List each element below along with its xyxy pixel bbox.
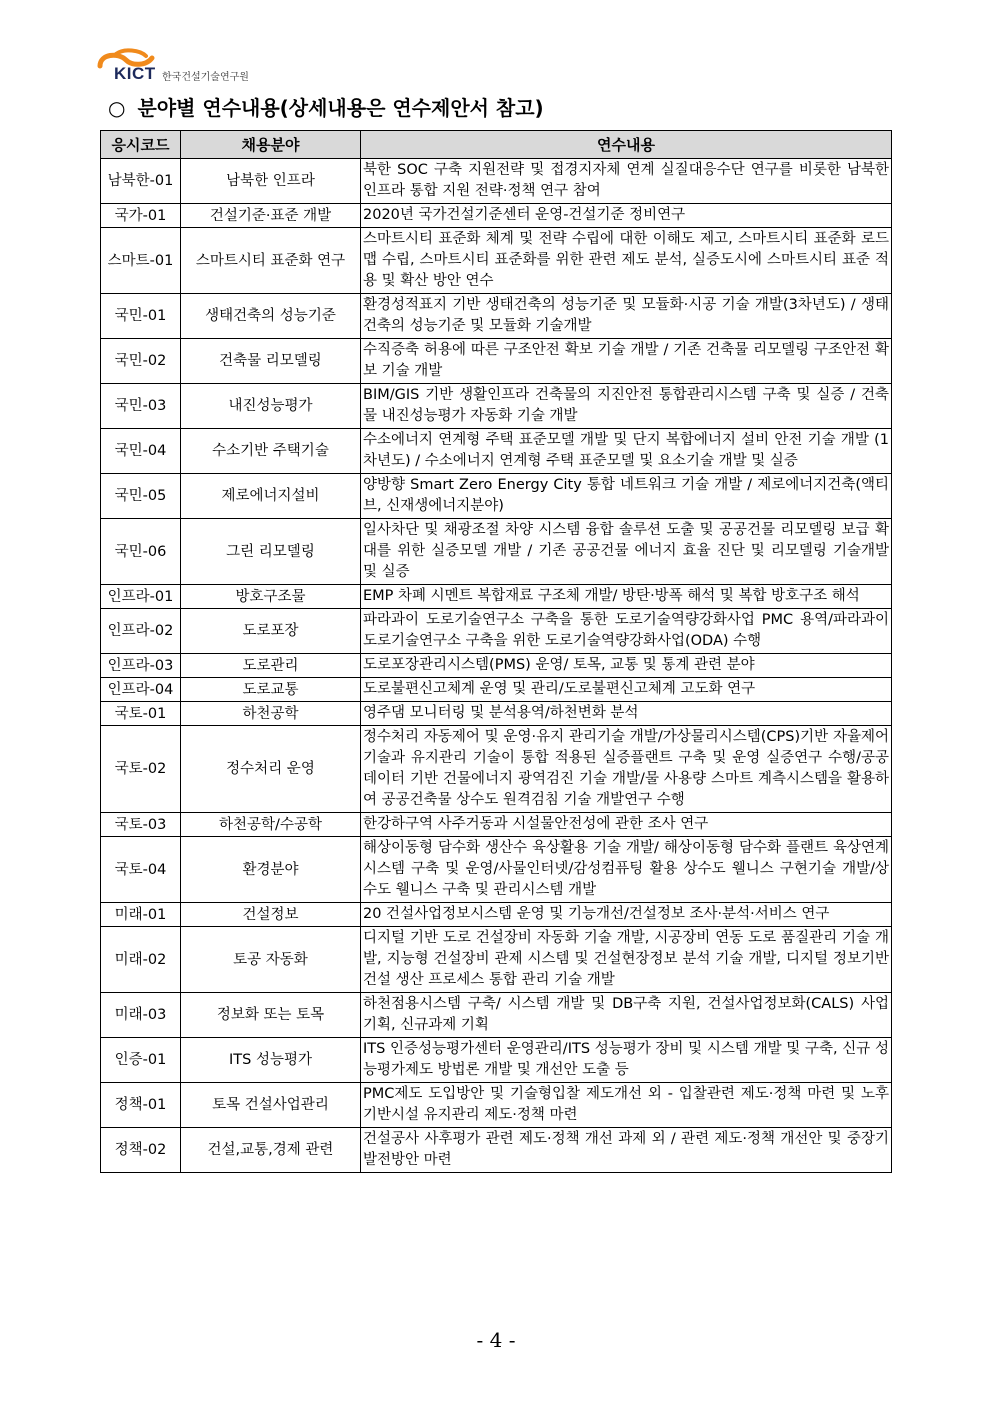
row-field: 내진성능평가 <box>181 384 361 429</box>
section-heading <box>108 92 544 121</box>
row-content: 20 건설사업정보시스템 운영 및 기능개선/건설정보 조사·분석·서비스 연구 <box>361 903 892 927</box>
row-code: 국민-02 <box>101 339 181 384</box>
row-field: 토공 자동화 <box>181 927 361 993</box>
row-field: 건축물 리모델링 <box>181 339 361 384</box>
logo-brand: KICT <box>114 64 156 83</box>
row-field: 건설정보 <box>181 903 361 927</box>
table-row <box>101 702 892 726</box>
row-field: 방호구조물 <box>181 585 361 609</box>
table-row <box>101 903 892 927</box>
table-row <box>101 519 892 585</box>
row-code: 정책-02 <box>101 1128 181 1173</box>
row-content: 양방향 Smart Zero Energy City 통합 네트워크 기술 개발 / 제로에너지건축(액티브, 신재생에너지분야) <box>361 474 892 519</box>
row-code: 미래-01 <box>101 903 181 927</box>
row-content: 일사차단 및 채광조절 차양 시스템 융합 솔루션 도출 및 공공건물 리모델링 보급 확대를 위한 실증모델 개발 / 기존 공공건물 에너지 효율 진단 및 리모델링 기술개발 및 실증 <box>361 519 892 585</box>
table-row <box>101 726 892 813</box>
page-number: - 4 - <box>476 1328 516 1352</box>
training-table <box>100 130 892 1173</box>
row-field: 하천공학/수공학 <box>181 813 361 837</box>
table-row <box>101 609 892 654</box>
table-row <box>101 474 892 519</box>
table-row <box>101 1038 892 1083</box>
row-content: 파라과이 도로기술연구소 구축을 통한 도로기술역량강화사업 PMC 용역/파라과이 도로기술연구소 구축을 위한 도로기술역량강화사업(ODA) 수행 <box>361 609 892 654</box>
row-content: EMP 차폐 시멘트 복합재료 구조체 개발/ 방탄·방폭 해석 및 복합 방호구조 해석 <box>361 585 892 609</box>
logo-org-name: 한국건설기술연구원 <box>162 72 249 83</box>
column-header-field: 채용분야 <box>181 131 361 159</box>
table-row <box>101 1083 892 1128</box>
table-row <box>101 429 892 474</box>
row-code: 국토-02 <box>101 726 181 813</box>
row-field: 남북한 인프라 <box>181 159 361 204</box>
row-field: 수소기반 주택기술 <box>181 429 361 474</box>
row-code: 인프라-03 <box>101 654 181 678</box>
row-code: 국토-03 <box>101 813 181 837</box>
row-code: 정책-01 <box>101 1083 181 1128</box>
table-row <box>101 159 892 204</box>
row-code: 국민-01 <box>101 294 181 339</box>
row-content: 건설공사 사후평가 관련 제도·정책 개선 과제 외 / 관련 제도·정책 개선안 및 중장기 발전방안 마련 <box>361 1128 892 1173</box>
row-code: 국민-04 <box>101 429 181 474</box>
row-content: BIM/GIS 기반 생활인프라 건축물의 지진안전 통합관리시스템 구축 및 실증 / 건축물 내진성능평가 자동화 기술 개발 <box>361 384 892 429</box>
row-field: 건설기준·표준 개발 <box>181 204 361 228</box>
row-content: 하천점용시스템 구축/ 시스템 개발 및 DB구축 지원, 건설사업정보화(CALS) 사업 기획, 신규과제 기획 <box>361 993 892 1038</box>
row-code: 미래-03 <box>101 993 181 1038</box>
row-content: 디지털 기반 도로 건설장비 자동화 기술 개발, 시공장비 연동 도로 품질관리 기술 개발, 지능형 건설장비 관제 시스템 및 건설현장정보 분석 기술 개발, 디지털 정보기반 건설 생산 프로세스 통합 관리 기술 개발 <box>361 927 892 993</box>
row-field: 그린 리모델링 <box>181 519 361 585</box>
table-row <box>101 585 892 609</box>
row-content: PMC제도 도입방안 및 기술형입찰 제도개선 외 - 입찰관련 제도·정책 마련 및 노후기반시설 유지관리 제도·정책 마련 <box>361 1083 892 1128</box>
row-field: 도로포장 <box>181 609 361 654</box>
row-code: 미래-02 <box>101 927 181 993</box>
row-content: 수직증축 허용에 따른 구조안전 확보 기술 개발 / 기존 건축물 리모델링 구조안전 확보 기술 개발 <box>361 339 892 384</box>
row-code: 국민-05 <box>101 474 181 519</box>
table-row <box>101 654 892 678</box>
row-field: 건설,교통,경제 관련 <box>181 1128 361 1173</box>
table-row <box>101 228 892 294</box>
table-header-row <box>101 131 892 159</box>
row-field: ITS 성능평가 <box>181 1038 361 1083</box>
table-row <box>101 927 892 993</box>
table-row <box>101 993 892 1038</box>
row-field: 생태건축의 성능기준 <box>181 294 361 339</box>
table-row <box>101 294 892 339</box>
row-code: 국토-04 <box>101 837 181 903</box>
row-code: 인프라-01 <box>101 585 181 609</box>
row-code: 인프라-02 <box>101 609 181 654</box>
row-field: 제로에너지설비 <box>181 474 361 519</box>
row-content: 북한 SOC 구축 지원전략 및 접경지자체 연계 실질대응수단 연구를 비롯한 남북한 인프라 통합 지원 전략·정책 연구 참여 <box>361 159 892 204</box>
heading-bullet: ○ <box>108 96 126 120</box>
row-content: 도로포장관리시스템(PMS) 운영/ 토목, 교통 및 통계 관련 분야 <box>361 654 892 678</box>
kict-logo <box>96 48 276 84</box>
row-field: 도로교통 <box>181 678 361 702</box>
row-code: 국가-01 <box>101 204 181 228</box>
row-code: 인증-01 <box>101 1038 181 1083</box>
row-field: 스마트시티 표준화 연구 <box>181 228 361 294</box>
row-field: 정보화 또는 토목 <box>181 993 361 1038</box>
row-content: 2020년 국가건설기준센터 운영-건설기준 정비연구 <box>361 204 892 228</box>
row-content: 영주댐 모니터링 및 분석용역/하천변화 분석 <box>361 702 892 726</box>
row-code: 스마트-01 <box>101 228 181 294</box>
row-field: 환경분야 <box>181 837 361 903</box>
table-row <box>101 678 892 702</box>
table-row <box>101 384 892 429</box>
row-field: 도로관리 <box>181 654 361 678</box>
row-content: ITS 인증성능평가센터 운영관리/ITS 성능평가 장비 및 시스템 개발 및 구축, 신규 성능평가제도 방법론 개발 및 개선안 도출 등 <box>361 1038 892 1083</box>
row-field: 토목 건설사업관리 <box>181 1083 361 1128</box>
row-field: 하천공학 <box>181 702 361 726</box>
row-content: 수소에너지 연계형 주택 표준모델 개발 및 단지 복합에너지 설비 안전 기술 개발 (1차년도) / 수소에너지 연계형 주택 표준모델 및 요소기술 개발 및 실증 <box>361 429 892 474</box>
table-row <box>101 1128 892 1173</box>
row-code: 국민-03 <box>101 384 181 429</box>
column-header-content: 연수내용 <box>361 131 892 159</box>
table-row <box>101 339 892 384</box>
row-code: 남북한-01 <box>101 159 181 204</box>
row-content: 도로불편신고체계 운영 및 관리/도로불편신고체계 고도화 연구 <box>361 678 892 702</box>
table-body <box>101 159 892 1173</box>
row-code: 인프라-04 <box>101 678 181 702</box>
table-row <box>101 837 892 903</box>
row-content: 정수처리 자동제어 및 운영·유지 관리기술 개발/가상물리시스템(CPS)기반 자율제어 기술과 유지관리 기술이 통합 적용된 실증플랜트 구축 및 운영 실증연구 수행/공공데이터 기반 건물에너지 광역검진 기술 개발/물 사용량 스마트 계측시스템을 활용하여 공공건축물 상수도 원격검침 기술 개발연구 수행 <box>361 726 892 813</box>
row-code: 국토-01 <box>101 702 181 726</box>
heading-title: 분야별 연수내용(상세내용은 연수제안서 참고) <box>137 96 544 120</box>
column-header-code: 응시코드 <box>101 131 181 159</box>
table-row <box>101 204 892 228</box>
table-row <box>101 813 892 837</box>
row-content: 한강하구역 사주거동과 시설물안전성에 관한 조사 연구 <box>361 813 892 837</box>
row-content: 스마트시티 표준화 체계 및 전략 수립에 대한 이해도 제고, 스마트시티 표준화 로드맵 수립, 스마트시티 표준화를 위한 관련 제도 분석, 실증도시에 스마트시티 표준 적용 및 확산 방안 연수 <box>361 228 892 294</box>
row-code: 국민-06 <box>101 519 181 585</box>
row-content: 환경성적표지 기반 생태건축의 성능기준 및 모듈화·시공 기술 개발(3차년도) / 생태건축의 성능기준 및 모듈화 기술개발 <box>361 294 892 339</box>
row-field: 정수처리 운영 <box>181 726 361 813</box>
row-content: 해상이동형 담수화 생산수 육상활용 기술 개발/ 해상이동형 담수화 플랜트 육상연계시스템 구축 및 운영/사물인터넷/감성컴퓨팅 활용 상수도 웰니스 구현기술 개발/상수도 웰니스 구축 및 관리시스템 개발 <box>361 837 892 903</box>
